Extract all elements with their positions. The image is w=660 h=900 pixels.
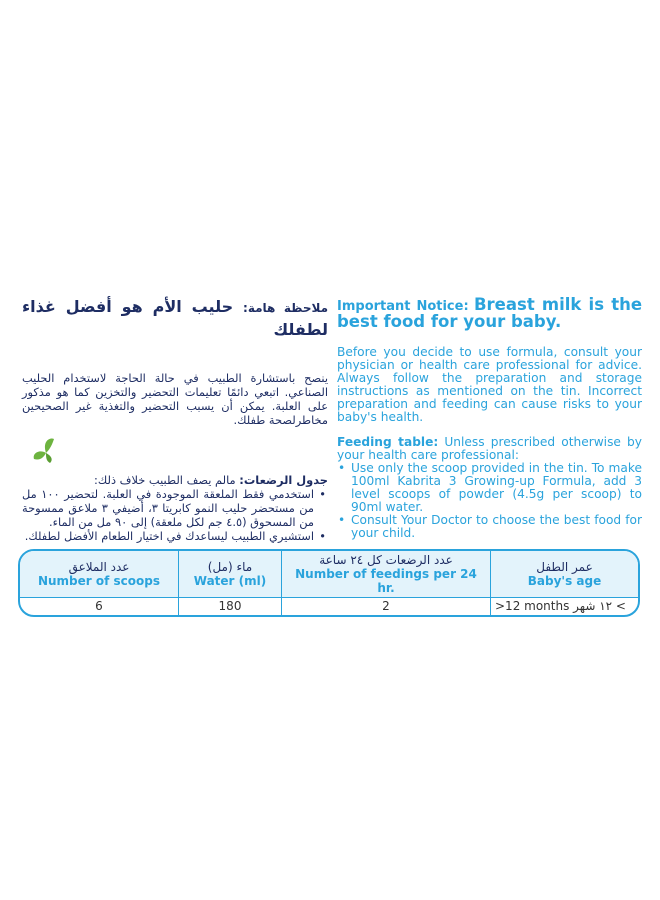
english-notice <box>337 296 642 330</box>
arabic-feeding-intro <box>22 473 328 487</box>
list-item: • Consult Your Doctor to choose the best food for your child. <box>351 514 642 540</box>
arabic-feeding-text: مالم يصف الطبيب خلاف ذلك: <box>94 473 236 487</box>
age-ar: > ١٢ شهر <box>573 599 626 613</box>
header-ar: عدد الملاعق <box>68 560 130 574</box>
cell-feedings: 2 <box>282 598 491 615</box>
header-en: Baby's age <box>527 574 602 588</box>
english-bullets <box>337 462 642 540</box>
header-en: Number of scoops <box>37 574 161 588</box>
header-feedings <box>282 551 491 598</box>
cell-water: 180 <box>179 598 282 615</box>
english-notice-text: Breast milk is the best food for your baby. <box>337 295 643 331</box>
header-en: Number of feedings per 24 hr. <box>295 567 477 595</box>
english-feeding-intro <box>337 436 642 462</box>
age-en: >12 months <box>495 599 570 613</box>
feeding-table <box>18 549 640 617</box>
arabic-bullets <box>22 487 328 543</box>
list-item: • استخدمي فقط الملعقة الموجودة في العلبة. لتحضير ١٠٠ مل من مستحضر حليب النمو كابريتا ٣، أضيفي ٣ ملاعق ممسوحة من المسحوق (٤.٥ جم لكل ملعقة) إلى ٩٠ مل من الماء. <box>22 487 314 529</box>
header-en: Water (ml) <box>193 574 267 588</box>
table-row <box>20 598 638 615</box>
header-ar: ماء (مل) <box>207 560 253 574</box>
header-age <box>491 551 638 598</box>
list-item: • Use only the scoop provided in the tin. To make 100ml Kabrita 3 Growing-up Formula, add 3 level scoops of powder (4.5g per scoop) to 90ml water. <box>351 462 642 514</box>
english-notice-label: Important Notice: <box>337 299 469 314</box>
arabic-column <box>22 296 328 567</box>
arabic-feeding-label: جدول الرضعات: <box>239 473 328 487</box>
header-scoops <box>20 551 179 598</box>
table-header-row <box>20 551 638 598</box>
cell-age <box>491 598 638 615</box>
arabic-paragraph: ينصح باستشارة الطبيب في حالة الحاجة لاستخدام الحليب الصناعي. اتبعي دائمًا تعليمات التحضير والتخزين كما هو مذكور على العلبة. يمكن أن يسبب التحضير والتغذية غير الصحيحين مخاطرلصحة طفلك. <box>22 371 328 427</box>
arabic-notice <box>22 296 328 341</box>
list-item: • استشيري الطبيب ليساعدك في اختيار الطعام الأفضل لطفلك. <box>22 529 314 543</box>
header-ar: عدد الرضعات كل ٢٤ ساعة <box>319 553 453 567</box>
arabic-notice-text: حليب الأم هو أفضل غذاء لطفلك <box>22 297 328 339</box>
cell-scoops: 6 <box>20 598 179 615</box>
english-column <box>337 296 642 540</box>
english-paragraph: Before you decide to use formula, consult your physician or health care professional for advice. Always follow the preparation and storage instructions as mentioned on the tin. Incorrect preparation and feeding can cause risks to your baby's health. <box>337 345 642 424</box>
english-feeding-label: Feeding table: <box>337 435 439 449</box>
butterfly-icon <box>32 437 62 465</box>
header-water <box>179 551 282 598</box>
arabic-notice-label: ملاحظة هامة: <box>243 301 329 315</box>
header-ar: عمر الطفل <box>536 560 593 574</box>
butterfly-row <box>32 437 328 465</box>
english-feeding-text: Unless prescribed otherwise by your health care professional: <box>337 435 642 462</box>
